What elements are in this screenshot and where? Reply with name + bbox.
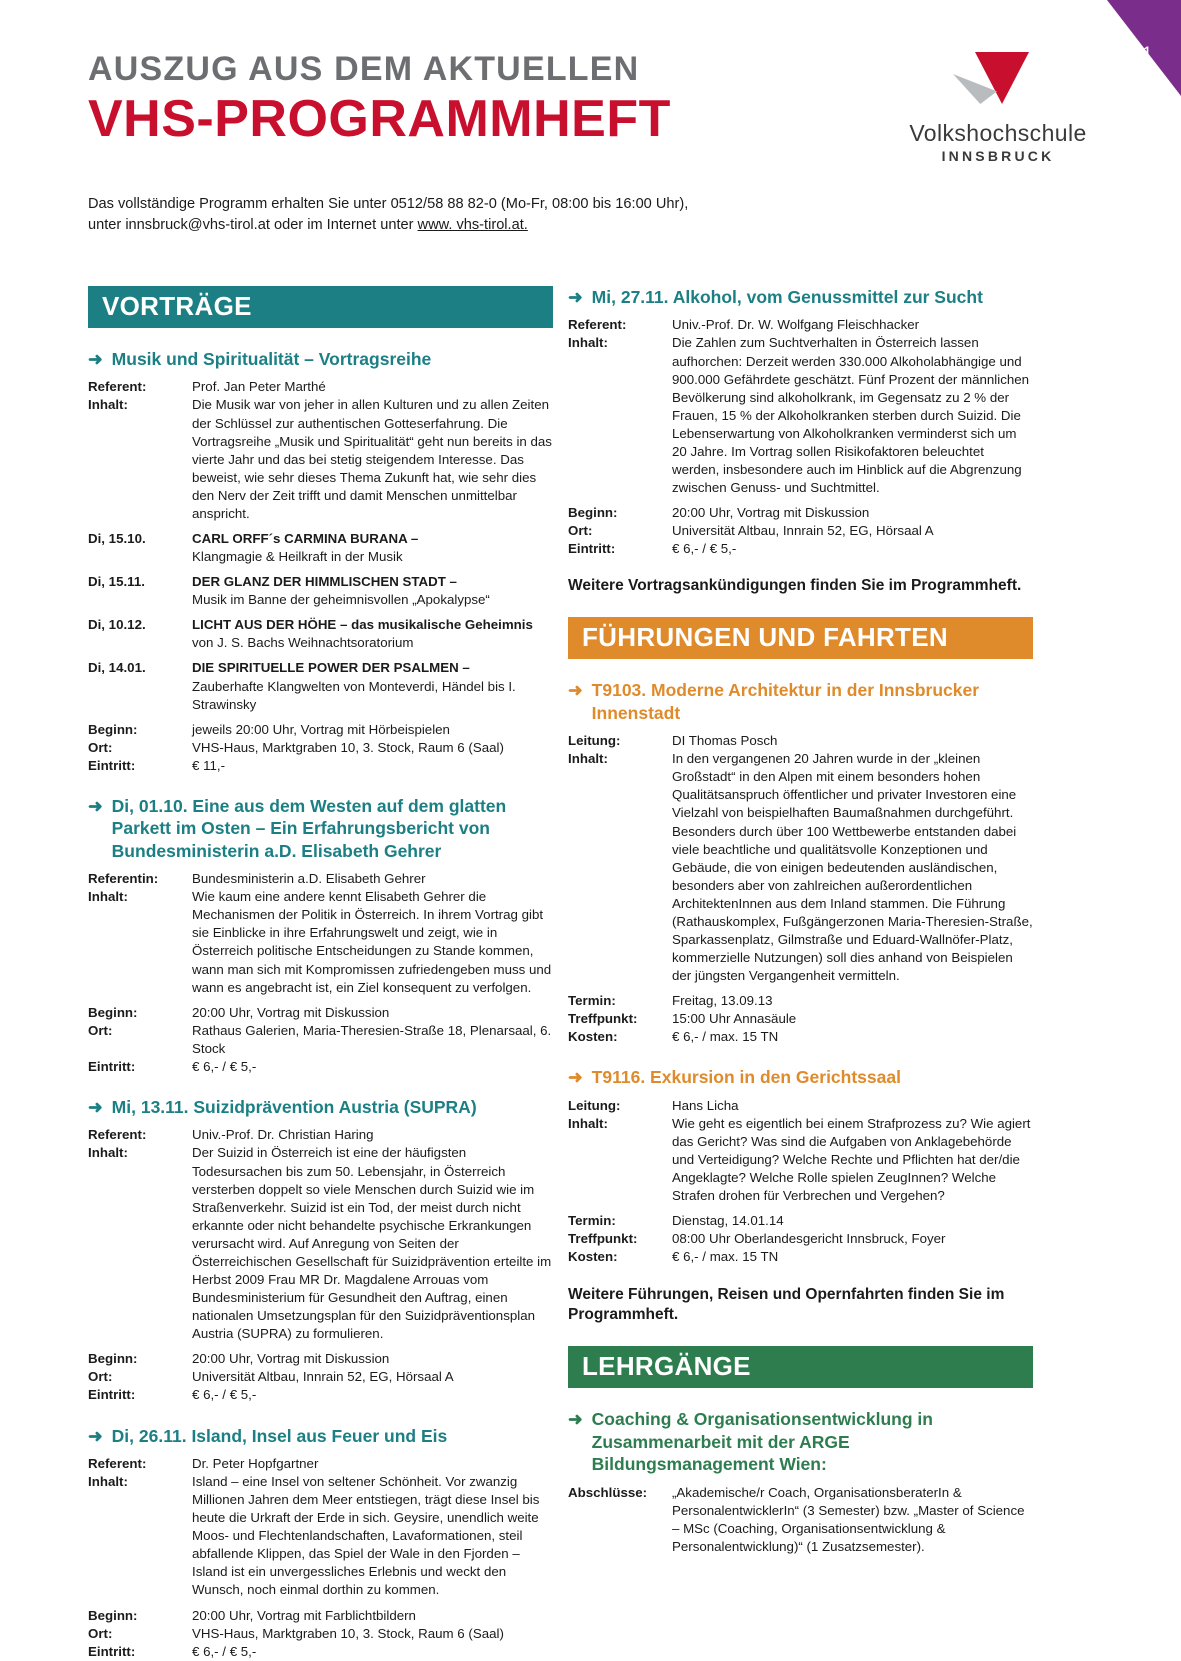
label-inhalt: Inhalt: [88,1474,128,1490]
value-referentin: Bundesministerin a.D. Elisabeth Gehrer [192,871,426,887]
value-ort: Universität Altbau, Innrain 52, EG, Hörsaal A [192,1369,454,1385]
value-date-main: DER GLANZ DER HIMMLISCHEN STADT – [192,574,457,590]
detail-row-termin [568,992,1033,1010]
detail-row-beginn [88,1607,553,1625]
label-treffpunkt: Treffpunkt: [568,1231,638,1247]
event-title: Musik und Spiritualität – Vortragsreihe [111,349,432,369]
label-leitung: Leitung: [568,733,621,749]
detail-row-abschluesse [568,1484,1033,1556]
section-banner-vortraege: VORTRÄGE [88,286,553,328]
detail-row-date [88,573,553,609]
value-date [192,573,553,609]
arrow-icon: ➜ [568,1409,583,1430]
value-inhalt: In den vergangenen 20 Jahren wurde in der „kleinen Großstadt“ in den Alpen mit einem besonders hohen Qualitätsanspruch öffentlicher und privater Investoren eine Vielzahl von beispielhaften Baumaßnahmen durchgeführt. Besonders durch über 100 Wettbewerbe entstanden dabei viele beachtliche und qualitätsvolle Konzeptionen und Gebäude, die von einigen bedeutenden ausländischen, besonders aber von zahlreichen außerordentlichen ArchitektenInnen aus dem Inland stammen. Die Führung (Rathauskomplex, Fußgängerzonen Maria-Theresien-Straße, Sparkassenplatz, Gilmstraße und Eduard-Wallnöfer-Platz, kommerzielle Nutzungen) soll dies anhand von Beispielen der jüngsten Vergangenheit vermitteln. [672,751,1033,984]
value-eintritt: € 6,- / € 5,- [192,1387,257,1403]
detail-row-inhalt [568,334,1033,497]
value-beginn: 20:00 Uhr, Vortrag mit Diskussion [192,1004,390,1020]
event-heading-supra [88,1096,553,1118]
value-kosten: € 6,- / max. 15 TN [672,1029,779,1045]
value-date [192,616,553,652]
event-heading-coaching [568,1408,1033,1475]
value-referent: Univ.-Prof. Dr. Christian Haring [192,1127,374,1143]
detail-row-leitung [568,732,1033,750]
detail-row-inhalt [88,888,553,996]
value-date [192,530,553,566]
detail-row-beginn [88,1004,553,1022]
section-banner-lehrgaenge: LEHRGÄNGE [568,1346,1033,1388]
event-details-gehrer [88,870,553,1076]
arrow-icon: ➜ [88,1096,103,1117]
value-inhalt: Island – eine Insel von seltener Schönheit. Vor zwanzig Millionen Jahren dem Meer entstiegen, trägt diese Insel bis heute die Urkraft der Erde in sich. Geysire, unendlich weite Moos- und Flechtenlandschaften, Lavaformationen, steil abfallende Klippen, das Spiel der Wale in den Fjorden – Island ist ein unvergessliches Erlebnis und weckt den Wunsch, noch einmal dorthin zu kommen. [192,1474,540,1598]
label-ort: Ort: [88,1625,113,1641]
arrow-icon: ➜ [88,795,103,816]
label-ort: Ort: [88,1369,113,1385]
value-beginn: jeweils 20:00 Uhr, Vortrag mit Hörbeispielen [192,721,450,737]
section-banner-fuehrungen: FÜHRUNGEN UND FAHRTEN [568,617,1033,659]
event-heading-musik-spiritualitaet [88,348,553,370]
left-column [88,286,553,1661]
label-kosten: Kosten: [568,1029,618,1045]
label-date: Di, 15.11. [88,574,145,590]
value-referent: Prof. Jan Peter Marthé [192,379,326,395]
event-heading-architektur [568,679,1033,724]
label-eintritt: Eintritt: [88,1387,136,1403]
label-inhalt: Inhalt: [88,889,128,905]
label-beginn: Beginn: [88,1607,138,1623]
event-heading-gerichtssaal [568,1066,1033,1088]
event-title: T9116. Exkursion in den Gerichtssaal [591,1067,901,1088]
detail-row-kosten [568,1248,1033,1266]
event-details-supra [88,1126,553,1404]
detail-row-date [88,616,553,652]
label-beginn: Beginn: [88,1351,138,1367]
detail-row-eintritt [88,757,553,775]
detail-row-beginn [88,1350,553,1368]
label-inhalt: Inhalt: [568,1115,608,1131]
detail-row-termin [568,1212,1033,1230]
detail-row-eintritt [88,1386,553,1404]
detail-row-treffpunkt [568,1010,1033,1028]
detail-row-eintritt [568,540,1033,558]
detail-row-inhalt [88,1144,553,1343]
value-ort: VHS-Haus, Marktgraben 10, 3. Stock, Raum 6 (Saal) [192,1625,504,1641]
event-title: Mi, 13.11. Suizidprävention Austria (SUPRA) [111,1096,477,1117]
page-title-kicker: AUSZUG AUS DEM AKTUELLEN [88,50,640,88]
value-referent: Dr. Peter Hopfgartner [192,1455,319,1471]
label-eintritt: Eintritt: [88,757,136,773]
event-title: Di, 26.11. Island, Insel aus Feuer und Eis [111,1425,448,1446]
value-date-main: CARL ORFF´s CARMINA BURANA – [192,531,419,547]
label-eintritt: Eintritt: [88,1058,136,1074]
detail-row-referent [568,316,1033,334]
value-date-main: LICHT AUS DER HÖHE – das musikalische Geheimnis [192,617,533,633]
label-beginn: Beginn: [568,505,618,521]
detail-row-referent [88,378,553,396]
note-vortraege: Weitere Vortragsankündigungen finden Sie im Programmheft. [568,577,1022,595]
detail-row-ort [88,739,553,757]
detail-row-date [88,659,553,713]
label-ort: Ort: [88,739,113,755]
intro-line-2-text: unter innsbruck@vhs-tirol.at oder im Internet unter [88,217,418,234]
label-inhalt: Inhalt: [568,751,608,767]
value-treffpunkt: 08:00 Uhr Oberlandesgericht Innsbruck, Foyer [672,1231,946,1247]
label-abschluesse: Abschlüsse: [568,1484,648,1500]
note-fuehrungen: Weitere Führungen, Reisen und Opernfahrten finden Sie im Programmheft. [568,1285,1005,1324]
detail-row-beginn [88,721,553,739]
detail-row-eintritt [88,1058,553,1076]
page-title: VHS-PROGRAMMHEFT [88,89,671,148]
label-referent: Referent: [88,1455,147,1471]
detail-row-referentin [88,870,553,888]
value-termin: Freitag, 13.09.13 [672,993,773,1009]
detail-row-ort [88,1625,553,1643]
label-referent: Referent: [568,317,627,333]
label-date: Di, 15.10. [88,531,146,547]
value-date-sub: von J. S. Bachs Weihnachtsoratorium [192,635,414,651]
detail-row-beginn [568,504,1033,522]
value-inhalt: Die Zahlen zum Suchtverhalten in Österreich lassen aufhorchen: Derzeit werden 330.000 Alkoholabhängige und 900.000 Gefährdete geschätzt. Fünf Prozent der männlichen Bevölkerung sind alkoholkrank, im Gegensatz zu 2 % der Frauen, 15 % der Alkoholkranken sterben durch Suizid. Die Lebenserwartung von Alkoholkranken verminderst sich um 20 Jahre. Im Vortrag sollen Risikofaktoren beleuchtet werden, insbesondere auch im Hinblick auf die Abgrenzung zwischen Genuss- und Suchtmittel. [672,335,1030,496]
value-treffpunkt: 15:00 Uhr Annasäule [672,1011,797,1027]
value-eintritt: € 6,- / € 5,- [192,1643,257,1659]
label-beginn: Beginn: [88,721,138,737]
detail-row-inhalt [88,396,553,523]
right-column [568,286,1033,1556]
value-beginn: 20:00 Uhr, Vortrag mit Farblichtbildern [192,1607,416,1623]
label-leitung: Leitung: [568,1097,621,1113]
event-title: Mi, 27.11. Alkohol, vom Genussmittel zur Sucht [591,287,983,307]
detail-row-ort [88,1368,553,1386]
value-termin: Dienstag, 14.01.14 [672,1213,784,1229]
vhs-logo [848,52,1148,164]
value-abschluesse: „Akademische/r Coach, OrganisationsberaterIn & PersonalentwicklerIn“ (3 Semester) bzw. „Master of Science – MSc (Coaching, Organisationsentwicklung & Personalentwicklung)“ (1 Zusatzsemester). [672,1484,1025,1554]
value-ort: Universität Altbau, Innrain 52, EG, Hörsaal A [672,523,934,539]
detail-row-referent [88,1455,553,1473]
label-referent: Referent: [88,379,147,395]
detail-row-kosten [568,1028,1033,1046]
label-referent: Referent: [88,1127,147,1143]
event-title: Coaching & Organisationsentwicklung in Zusammenarbeit mit der ARGE Bildungsmanagement Wien: [591,1409,933,1475]
label-termin: Termin: [568,1213,616,1229]
event-title: Di, 01.10. Eine aus dem Westen auf dem glatten Parkett im Osten – Ein Erfahrungsbericht von Bundesministerin a.D. Elisabeth Gehrer [111,795,507,861]
page-number: 31 [1130,44,1153,65]
detail-row-treffpunkt [568,1230,1033,1248]
detail-row-inhalt [568,1115,1033,1205]
detail-row-inhalt [568,750,1033,985]
detail-row-date [88,530,553,566]
arrow-icon: ➜ [568,287,583,307]
intro-line-1: Das vollständige Programm erhalten Sie unter 0512/58 88 82-0 (Mo-Fr, 08:00 bis 16:00 Uhr), [88,196,689,212]
event-details-coaching [568,1484,1033,1556]
value-referent: Univ.-Prof. Dr. W. Wolfgang Fleischhacker [672,317,920,333]
value-kosten: € 6,- / max. 15 TN [672,1249,779,1265]
value-eintritt: € 6,- / € 5,- [672,541,737,557]
event-heading-gehrer [88,795,553,862]
value-date-sub: Klangmagie & Heilkraft in der Musik [192,549,403,565]
detail-row-ort [568,522,1033,540]
detail-row-leitung [568,1097,1033,1115]
label-date: Di, 10.12. [88,617,146,633]
detail-row-inhalt [88,1473,553,1600]
detail-row-ort [88,1022,553,1058]
event-details-architektur [568,732,1033,1046]
arrow-icon: ➜ [88,1425,103,1446]
value-leitung: DI Thomas Posch [672,733,778,749]
event-heading-alkohol [568,286,1033,308]
value-date [192,659,553,713]
detail-row-eintritt [88,1643,553,1661]
label-inhalt: Inhalt: [88,397,128,413]
value-beginn: 20:00 Uhr, Vortrag mit Diskussion [672,505,870,521]
event-title: T9103. Moderne Architektur in der Innsbrucker Innenstadt [591,680,980,723]
vhs-logo-mark-icon [953,52,1043,116]
label-treffpunkt: Treffpunkt: [568,1011,638,1027]
value-ort: VHS-Haus, Marktgraben 10, 3. Stock, Raum 6 (Saal) [192,739,504,755]
event-heading-island [88,1425,553,1447]
value-eintritt: € 11,- [192,757,226,773]
event-details-musik [88,378,553,775]
arrow-icon: ➜ [568,680,583,701]
label-ort: Ort: [88,1022,113,1038]
label-inhalt: Inhalt: [88,1145,128,1161]
intro-paragraph [88,194,848,236]
intro-line-2 [88,215,848,236]
value-inhalt: Der Suizid in Österreich ist eine der häufigsten Todesursachen bis zum 50. Lebensjahr, in Österreich versterben doppelt so viele Menschen durch Suizid wie im Straßenverkehr. Suizid ist ein Tod, der meist durch nicht erkannte oder nicht behandelte psychische Erkrankungen verursacht wird. Auf Anregung von Seiten der Österreichischen Gesellschaft für Suizidprävention erteilte im Herbst 2009 Frau MR Dr. Magdalene Arrouas vom Bundesministerium für Gesundheit den Auftrag, einen nationalen Umsetzungsplan für den Suizidpräventionsplan Austria (SUPRA) zu formulieren. [192,1145,552,1342]
label-ort: Ort: [568,523,593,539]
value-date-sub: Musik im Banne der geheimnisvollen „Apokalypse“ [192,592,490,608]
logo-city: INNSBRUCK [941,148,1055,164]
label-eintritt: Eintritt: [568,541,616,557]
label-inhalt: Inhalt: [568,335,608,351]
arrow-icon: ➜ [568,1067,583,1088]
website-link[interactable]: www. vhs-tirol.at. [417,217,528,234]
label-eintritt: Eintritt: [88,1643,136,1659]
detail-row-referent [88,1126,553,1144]
logo-wordmark: Volkshochschule [909,120,1087,146]
value-leitung: Hans Licha [672,1097,739,1113]
value-ort: Rathaus Galerien, Maria-Theresien-Straße 18, Plenarsaal, 6. Stock [192,1022,552,1056]
event-details-gerichtssaal [568,1097,1033,1267]
document-header [88,50,1088,164]
arrow-icon: ➜ [88,349,103,369]
value-inhalt: Wie geht es eigentlich bei einem Strafprozess zu? Wie agiert das Gericht? Was sind die Aufgaben von Anklagebehörde und Verteidigung? Welche Rechte und Pflichten hat der/die Angeklagte? Welche Rolle spielen ZeugInnen? Welche Strafen drohen für Verbrechen und Vergehen? [672,1115,1031,1204]
label-date: Di, 14.01. [88,660,146,676]
event-details-island [88,1455,553,1661]
value-date-main: DIE SPIRITUELLE POWER DER PSALMEN – [192,660,470,676]
value-beginn: 20:00 Uhr, Vortrag mit Diskussion [192,1351,390,1367]
event-details-alkohol [568,316,1033,558]
label-beginn: Beginn: [88,1004,138,1020]
label-termin: Termin: [568,993,616,1009]
value-eintritt: € 6,- / € 5,- [192,1058,257,1074]
value-date-sub: Zauberhafte Klangwelten von Monteverdi, Händel bis I. Strawinsky [192,678,516,712]
value-inhalt: Wie kaum eine andere kennt Elisabeth Gehrer die Mechanismen der Politik in Österreich. In ihrem Vortrag gibt sie Einblicke in ihre Erfahrungswelt und zeigt, wie in Österreich politische Entscheidungen zu Stande kommen, wann man sich mit Kompromissen zufriedengeben muss und wann es angebracht ist, ein Ziel konsequent zu verfolgen. [192,889,552,995]
value-inhalt: Die Musik war von jeher in allen Kulturen und zu allen Zeiten der Schlüssel zur authentischen Gotteserfahrung. Die Vortragsreihe „Musik und Spiritualität“ geht nun bereits in das vierte Jahr und das bei stetig steigendem Interesse. Das beweist, wie sehr dieses Thema Zukunft hat, wie sehr dies den Nerv der Zeit trifft und damit Menschen unmittelbar anspricht. [192,397,552,521]
label-kosten: Kosten: [568,1249,618,1265]
label-referentin: Referentin: [88,871,159,887]
